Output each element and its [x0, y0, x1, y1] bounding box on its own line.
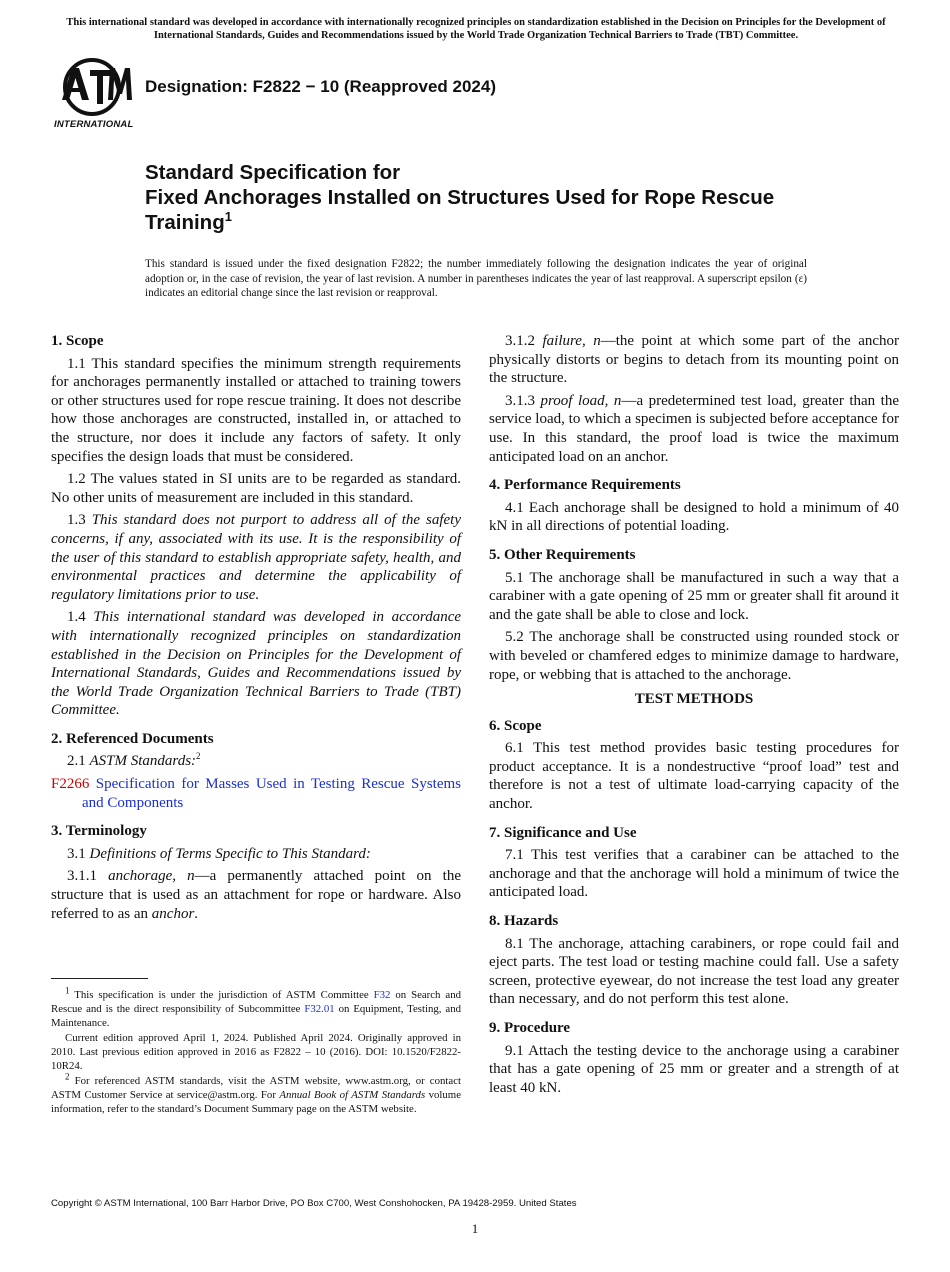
para-1-1: 1.1 This standard specifies the minimum strength requirements for anchorages permanently installed or attached to training towers or other structures used for rope rescue training. It does not describe how those anchorages are constructed, installed in, or attached to the structure, nor does it include any factors of safety. It only specifies the design loads that must be considered.: [51, 355, 461, 465]
committee-f32-link[interactable]: F32: [373, 989, 391, 1001]
para-5-1: 5.1 The anchorage shall be manufactured in such a way that a carabiner with a gate opening of 25 mm or greater shall fit around it and the gate shall be able to close and lock.: [489, 569, 899, 623]
right-column: [489, 332, 899, 1101]
para-7-1: 7.1 This test verifies that a carabiner can be attached to the anchorage and that the anchorage will hold a minimum of twice the anticipated load.: [489, 847, 899, 901]
para-8-1: 8.1 The anchorage, attaching carabiners, or rope could fail and eject parts. The test load or testing machine could fall. Use a safety screen, protective eyewear, do not increase the test load any greater than necessary, and do not perform this test alone.: [489, 935, 899, 1008]
para-2-1: [51, 752, 461, 771]
term-anchor: anchor: [151, 905, 195, 922]
footnote-2: $^2$ For referenced ASTM standards, visit the ASTM website, www.astm.org, or contact ASTM Customer Service at service@astm.org. For Annual Book of ASTM Standards volume information, refer to the standard’s Document Summary page on the ASTM website.: [51, 1071, 461, 1115]
definition-failure: —the point at which some part of the anchor physically distorts or begins to detach from its mounting point on the structure.: [489, 333, 900, 387]
para-3-1-1: 3.1.1 anchorage, n—a permanently attached point on the structure that is used as an attachment for rope or hardware. Also referred to as an anchor.: [51, 868, 462, 922]
designation: Designation: F2822 − 10 (Reapproved 2024): [145, 77, 496, 96]
reference-f2266[interactable]: [51, 775, 461, 812]
logo-text: INTERNATIONAL: [54, 119, 134, 130]
subcommittee-f32-01-link[interactable]: F32.01: [304, 1003, 335, 1015]
para-1-4: [51, 608, 461, 720]
footnotes: [51, 985, 461, 1117]
para-2-1-num: 2.1: [67, 753, 86, 770]
para-3-1-num: 3.1: [67, 845, 86, 862]
footnote-divider: [51, 978, 148, 979]
section-6-heading: 6. Scope: [489, 717, 542, 734]
section-1-heading: 1. Scope: [51, 333, 104, 349]
para-1-3: [51, 511, 461, 604]
footnote-2-ref[interactable]: 2: [196, 751, 201, 762]
para-1-3-num: 1.3: [67, 512, 86, 529]
section-7-heading: 7. Significance and Use: [489, 824, 637, 841]
section-8-heading: 8. Hazards: [489, 913, 559, 930]
reference-code-link[interactable]: F2266: [51, 776, 90, 793]
left-column: [51, 332, 461, 927]
para-6-1: 6.1 This test method provides basic testing procedures for product acceptance. It is a nondestructive “proof load” test and therefore is not a test of ultimate load-carrying capacity of the anchor.: [489, 740, 899, 813]
test-methods-heading: TEST METHODS: [634, 691, 754, 708]
para-9-1: 9.1 Attach the testing device to the anchorage using a carabiner that has a gate opening of 25 mm or greater and a strength of at least 40 kN.: [489, 1042, 899, 1096]
section-9-heading: 9. Procedure: [489, 1020, 571, 1036]
section-5-heading: 5. Other Requirements: [489, 546, 636, 563]
title-line-1: Standard Specification for: [145, 161, 401, 184]
para-3-1-1-num: 3.1.1: [67, 868, 97, 885]
section-2-heading: 2. Referenced Documents: [51, 730, 214, 747]
term-failure: failure, n: [542, 333, 601, 349]
title-line-2: [145, 185, 845, 235]
para-1-4-text: This international standard was developed in accordance with internationally recognized principles on standardization established in the Decision on Principles for the Development of International Standards, Guides and Recommendations issued by the World Trade Organization Technical Barriers to Trade (TBT) Committee.: [51, 609, 462, 719]
para-2-1-text: ASTM Standards:: [89, 753, 197, 770]
footnote-1-edition: Current edition approved April 1, 2024. Published April 2024. Originally approved in 2010. Last previous edition approved in 2016 as F2822 – 10 (2016). DOI: 10.1520/F2822-10R24.: [51, 1032, 461, 1072]
issue-note: This standard is issued under the fixed designation F2822; the number immediately following the designation indicates the year of original adoption or, in the case of revision, the year of last revision. A number in parentheses indicates the year of last reapproval. A superscript epsilon (ε) indicates an editorial change since the last revision or reapproval.: [145, 258, 807, 299]
title-main: Fixed Anchorages Installed on Structures Used for Rope Rescue Training: [145, 186, 775, 234]
para-5-2: 5.2 The anchorage shall be constructed using rounded stock or with beveled or chamfered edges to minimize damage to hardware, rope, or webbing that is attached to the anchorage.: [489, 629, 899, 683]
term-proof-load: proof load, n: [540, 392, 622, 409]
document-title: [145, 160, 845, 235]
para-3-1: [51, 845, 461, 864]
section-3-heading: 3. Terminology: [51, 823, 147, 840]
para-1-4-num: 1.4: [67, 609, 86, 626]
definition-anchorage: —a permanently attached point on the structure that is used as an attachment for rope or hardware. Also referred to as an: [51, 868, 462, 922]
page-number: 1: [471, 1221, 479, 1236]
para-3-1-3: 3.1.3 proof load, n—a predetermined test load, greater than the service load, to which a specimen is subjected before acceptance for use. In this standard, the proof load is twice the maximum anticipated load on an anchor.: [489, 392, 900, 465]
reference-title-link[interactable]: Specification for Masses Used in Testing Rescue Systems and Components: [82, 776, 461, 811]
section-4-heading: 4. Performance Requirements: [489, 477, 681, 494]
para-1-3-text: This standard does not purport to address all of the safety concerns, if any, associated with its use. It is the responsibility of the user of this standard to establish appropriate safety, health, and environmental practices and determine the applicability of regulatory limitations prior to use.: [51, 512, 462, 603]
footnote-1: $^1$ This specification is under the jurisdiction of ASTM Committee F32 on Search and Rescue and is the direct responsibility of Subcommittee F32.01 on Equipment, Testing, and Maintenance.: [51, 985, 461, 1029]
para-3-1-2: 3.1.2 failure, n—the point at which some part of the anchor physically distorts or begins to detach from its mounting point on the structure.: [489, 333, 900, 387]
title-footnote-ref[interactable]: 1: [224, 209, 232, 225]
definition-proof-load: —a predetermined test load, greater than the service load, to which a specimen is subjected before acceptance for use. In this standard, the proof load is twice the maximum anticipated load on an anchor.: [489, 392, 900, 465]
copyright: Copyright © ASTM International, 100 Barr Harbor Drive, PO Box C700, West Conshohocken, PA 19428-2959. United States: [51, 1198, 577, 1209]
para-3-1-text: Definitions of Terms Specific to This Standard:: [89, 845, 371, 862]
para-4-1: 4.1 Each anchorage shall be designed to hold a minimum of 40 kN in all directions of potential loading.: [489, 499, 899, 535]
para-1-2: 1.2 The values stated in SI units are to be regarded as standard. No other units of measurement are included in this standard.: [51, 471, 461, 506]
term-anchorage: anchorage, n: [108, 868, 195, 885]
top-notice: This international standard was developed in accordance with internationally recognized principles on standardization established in the Decision on Principles for the Development of International Standards, Guides and Recommendations issued by the World Trade Organization Technical Barriers to Trade (TBT) Committee.: [66, 17, 886, 41]
